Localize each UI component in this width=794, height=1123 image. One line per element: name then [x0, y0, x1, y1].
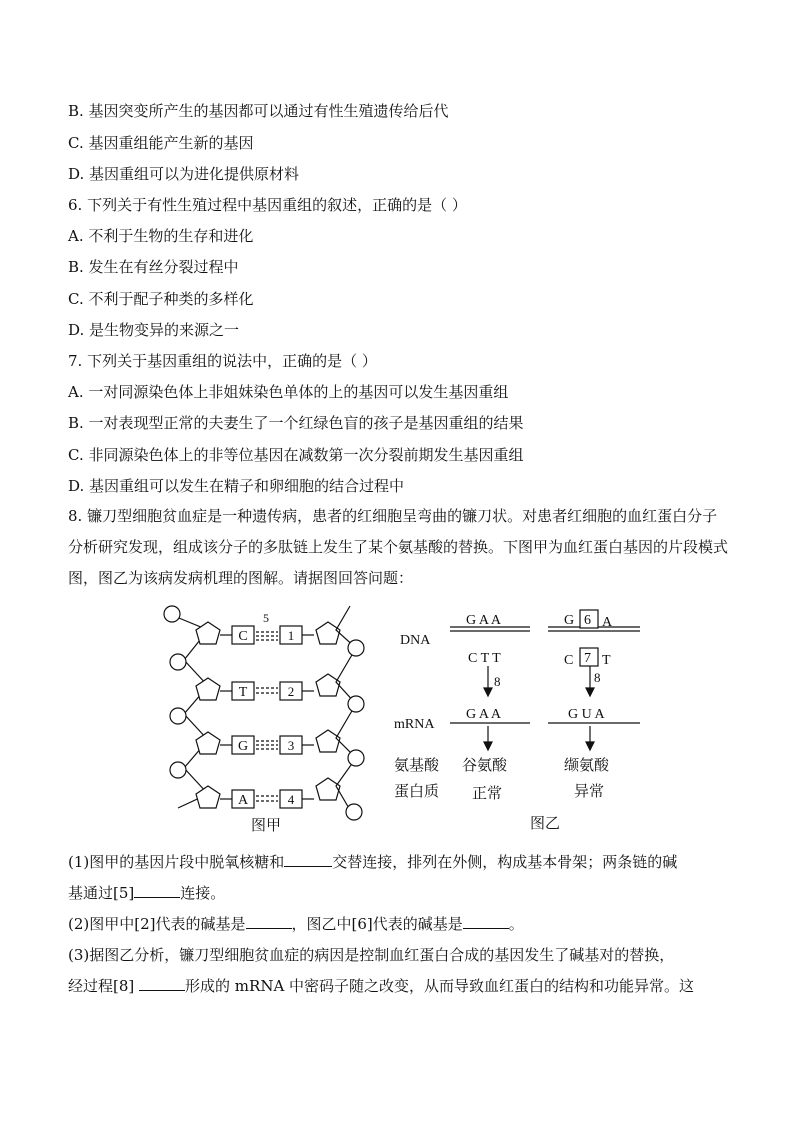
phosphate-circle	[346, 804, 362, 820]
arrow-label-8: 8	[494, 674, 501, 689]
answer-blank[interactable]	[246, 914, 292, 929]
q8-p1-text-b: 交替连接，排列在外侧，构成基本骨架；两条链的碱	[332, 853, 678, 871]
caption-jia: 图甲	[250, 818, 282, 834]
number-label: 4	[287, 792, 295, 807]
caption-yi: 图乙	[530, 816, 561, 832]
deoxyribose-pentagon	[316, 622, 340, 644]
left-protein: 正常	[472, 786, 503, 802]
phosphate-circle	[170, 654, 186, 670]
phosphate-circle	[164, 606, 180, 622]
q6-option-a: A. 不利于生物的生存和进化	[68, 227, 254, 245]
q8-p1-text-a: (1)图甲的基因片段中脱氧核糖和	[68, 853, 285, 871]
q6-stem: 6. 下列关于有性生殖过程中基因重组的叙述，正确的是（ ）	[68, 196, 467, 214]
phosphate-circle	[170, 708, 186, 724]
number-label: 1	[287, 628, 295, 643]
answer-blank[interactable]	[284, 852, 332, 867]
q7-option-d: D. 基因重组可以发生在精子和卵细胞的结合过程中	[68, 477, 405, 495]
phosphate-circle	[348, 640, 364, 656]
answer-blank[interactable]	[463, 914, 509, 929]
figure-jia	[164, 606, 364, 820]
number-label: 2	[287, 684, 295, 699]
number-label: 3	[287, 738, 295, 753]
q5-option-d: D. 基因重组可以为进化提供原材料	[68, 165, 300, 183]
right-amino: 缬氨酸	[564, 758, 610, 774]
q6-option-b: B. 发生在有丝分裂过程中	[68, 258, 239, 276]
q6-option-d: D. 是生物变异的来源之一	[68, 321, 240, 339]
q8-part2	[68, 914, 524, 934]
q8-part3-line2	[68, 976, 694, 996]
q8-part1-line2	[68, 883, 225, 903]
figure-yi	[450, 610, 640, 750]
dna-label: DNA	[400, 633, 431, 648]
right-bot-c: C	[564, 653, 574, 668]
right-top-a: A	[602, 615, 613, 630]
q8-intro: 8. 镰刀型细胞贫血症是一种遗传病，患者的红细胞呈弯曲的镰刀状。对患者红细胞的血红蛋白分子分析研究发现，组成该分子的多肽链上发生了某个氨基酸的替换。下图甲为血红蛋白基因的片段模式图，图乙为该病发病机理的图解。请据图回答问题：	[68, 507, 729, 587]
phosphate-circle	[348, 750, 364, 766]
q8-p2-text-b: ，图乙中[6]代表的碱基是	[291, 915, 463, 933]
deoxyribose-pentagon	[196, 732, 220, 754]
right-bot-t: T	[602, 653, 611, 668]
figures	[150, 600, 660, 840]
base-letter: T	[238, 685, 248, 700]
q7-stem: 7. 下列关于基因重组的说法中，正确的是（ ）	[68, 352, 377, 370]
q5-option-b: B. 基因突变所产生的基因都可以通过有性生殖遗传给后代	[68, 102, 449, 120]
q8-part3-line1: (3)据图乙分析，镰刀型细胞贫血症的病因是控制血红蛋白合成的基因发生了碱基对的替换，	[68, 946, 675, 964]
right-bot-box-num: 7	[584, 651, 591, 666]
deoxyribose-pentagon	[316, 730, 340, 752]
q7-option-b: B. 一对表现型正常的夫妻生了一个红绿色盲的孩子是基因重组的结果	[68, 414, 524, 432]
q8-p3-text-b: 经过程[8]	[68, 977, 140, 995]
base-letter: G	[237, 739, 249, 754]
q6-option-c: C. 不利于配子种类的多样化	[68, 290, 254, 308]
right-mrna-seq: G U A	[568, 707, 605, 722]
phosphate-circle	[348, 696, 364, 712]
q8-p1-text-d: 连接。	[180, 884, 226, 902]
phosphate-circle	[170, 762, 186, 778]
deoxyribose-pentagon	[316, 674, 340, 696]
left-bottom-seq: C T T	[468, 651, 501, 666]
q5-option-c: C. 基因重组能产生新的基因	[68, 134, 254, 152]
q8-p3-text-c: 形成的 mRNA 中密码子随之改变，从而导致血红蛋白的结构和功能异常。这	[185, 977, 695, 995]
protein-label: 蛋白质	[394, 784, 440, 800]
q7-option-c: C. 非同源染色体上的非等位基因在减数第一次分裂前期发生基因重组	[68, 446, 524, 464]
mrna-label: mRNA	[394, 717, 435, 732]
answer-blank[interactable]	[134, 883, 180, 898]
q8-p2-text-c: 。	[508, 915, 524, 933]
deoxyribose-pentagon	[196, 678, 220, 700]
amino-label: 氨基酸	[394, 758, 440, 774]
deoxyribose-pentagon	[196, 622, 220, 644]
base-letter: C	[238, 629, 248, 644]
q8-p1-text-c: 基通过[5]	[68, 884, 135, 902]
deoxyribose-pentagon	[196, 786, 220, 808]
base-letter: A	[237, 793, 249, 808]
q8-part1-line1	[68, 852, 677, 872]
deoxyribose-pentagon	[316, 778, 340, 800]
left-mrna-seq: G A A	[466, 707, 502, 722]
answer-blank[interactable]	[139, 976, 185, 991]
left-top-seq: G A A	[466, 613, 502, 628]
right-protein: 异常	[574, 784, 605, 800]
left-amino: 谷氨酸	[462, 758, 508, 774]
arrow-label-8: 8	[594, 670, 601, 685]
label-5: 5	[263, 611, 269, 625]
q8-p2-text-a: (2)图甲中[2]代表的碱基是	[68, 915, 246, 933]
q7-option-a: A. 一对同源染色体上非姐妹染色单体的上的基因可以发生基因重组	[68, 383, 509, 401]
right-top-g: G	[564, 613, 575, 628]
right-top-box-num: 6	[584, 613, 591, 628]
